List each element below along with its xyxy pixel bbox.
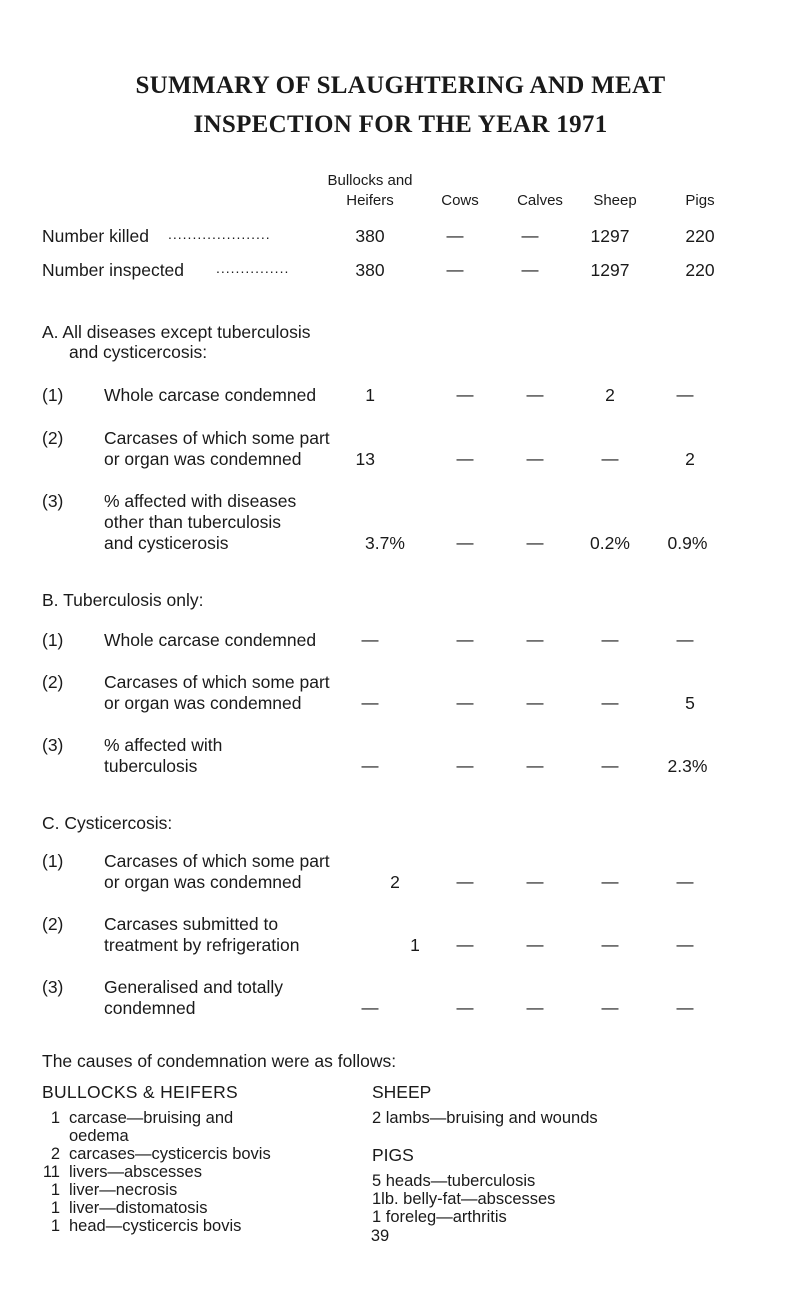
value-sheep: — — [601, 693, 619, 712]
cause-text: liver—distomatosis — [69, 1199, 208, 1217]
row-label-line2: condemned — [104, 998, 196, 1018]
cause-count: 1 — [50, 1217, 60, 1235]
value-pigs: 220 — [685, 260, 715, 280]
causes-intro: The causes of condemnation were as follows: — [42, 1051, 397, 1071]
cause-count: 2 — [50, 1145, 60, 1163]
cause-text: livers—abscesses — [69, 1163, 202, 1181]
value-bullocks: — — [361, 756, 379, 775]
bullocks-causes-heading: BULLOCKS & HEIFERS — [42, 1082, 239, 1102]
value-cows: — — [456, 693, 474, 712]
row-label-line1: % affected with — [104, 735, 223, 755]
value-bullocks: 1 — [365, 385, 375, 405]
cause-text: oedema — [69, 1127, 129, 1145]
value-sheep: — — [601, 756, 619, 775]
page-title-line2: INSPECTION FOR THE YEAR 1971 — [193, 111, 608, 138]
leader-dots: ..................... — [168, 226, 271, 242]
value-bullocks: 1 — [410, 935, 420, 955]
sheep-causes-heading: SHEEP — [372, 1082, 432, 1102]
cause-count: 11 — [42, 1163, 60, 1181]
value-cows: — — [456, 385, 474, 404]
pig-cause-item: 5 heads—tuberculosis — [372, 1172, 536, 1190]
pigs-causes-heading: PIGS — [372, 1145, 414, 1165]
value-cows: — — [456, 630, 474, 649]
value-cows: — — [456, 998, 474, 1017]
col-header-calves: Calves — [517, 192, 563, 209]
row-number: (2) — [42, 914, 64, 934]
pig-cause-item: 1 foreleg—arthritis — [372, 1208, 507, 1226]
value-bullocks: — — [361, 693, 379, 712]
row-number: (1) — [42, 385, 64, 405]
value-sheep: — — [601, 872, 619, 891]
row-label-line3: and cysticerosis — [104, 533, 229, 553]
page-number: 39 — [370, 1227, 390, 1245]
value-sheep: 2 — [605, 385, 615, 405]
value-sheep: — — [601, 935, 619, 954]
value-pigs: — — [676, 872, 694, 891]
value-bullocks: 13 — [355, 449, 375, 469]
value-pigs: 5 — [685, 693, 695, 713]
pigs-causes-list — [372, 1172, 555, 1226]
value-bullocks: 380 — [355, 226, 385, 246]
value-calves: — — [526, 935, 544, 954]
value-pigs: — — [676, 630, 694, 649]
cause-count: 1 — [50, 1181, 60, 1199]
row-number: (3) — [42, 735, 64, 755]
cause-text: carcases—cysticercis bovis — [69, 1145, 271, 1163]
row-number: (3) — [42, 977, 64, 997]
value-cows: — — [446, 226, 464, 245]
row-number: (2) — [42, 672, 64, 692]
value-calves: — — [521, 226, 539, 245]
pig-cause-item: 1lb. belly-fat—abscesses — [372, 1190, 556, 1208]
value-calves: — — [521, 260, 539, 279]
sheep-cause-item: 2 lambs—bruising and wounds — [372, 1109, 598, 1127]
value-calves: — — [526, 756, 544, 775]
value-calves: — — [526, 385, 544, 404]
col-header-pigs: Pigs — [685, 192, 715, 209]
value-bullocks: — — [361, 998, 379, 1017]
row-label: Whole carcase condemned — [104, 630, 317, 650]
section-a-heading-line2: and cysticercosis: — [69, 342, 208, 362]
value-calves: — — [526, 693, 544, 712]
value-pigs: — — [676, 998, 694, 1017]
row-label-line2: or organ was condemned — [104, 449, 302, 469]
value-bullocks: 380 — [355, 260, 385, 280]
section-c-heading: C. Cysticercosis: — [42, 813, 173, 833]
row-label: Number killed — [42, 226, 149, 246]
value-sheep: 0.2% — [590, 533, 630, 553]
value-bullocks: — — [361, 630, 379, 649]
row-label-line1: Carcases submitted to — [104, 914, 279, 934]
value-cows: — — [456, 533, 474, 552]
value-pigs: — — [676, 935, 694, 954]
leader-dots: ............... — [216, 260, 290, 276]
col-header-sheep: Sheep — [593, 192, 637, 209]
col-header-cows: Cows — [441, 192, 479, 209]
value-calves: — — [526, 872, 544, 891]
row-label-line2: or organ was condemned — [104, 872, 302, 892]
value-sheep: 1297 — [590, 226, 630, 246]
row-number: (3) — [42, 491, 64, 511]
row-number: (2) — [42, 428, 64, 448]
row-label-line1: Generalised and totally — [104, 977, 283, 997]
row-label-line1: Carcases of which some part — [104, 851, 330, 871]
value-sheep: 1297 — [590, 260, 630, 280]
value-sheep: — — [601, 449, 619, 468]
value-cows: — — [456, 872, 474, 891]
row-number: (1) — [42, 630, 64, 650]
value-pigs: 2 — [685, 449, 695, 469]
value-sheep: — — [601, 998, 619, 1017]
value-cows: — — [456, 449, 474, 468]
row-label-line2: or organ was condemned — [104, 693, 302, 713]
section-b-heading: B. Tuberculosis only: — [42, 590, 204, 610]
value-calves: — — [526, 533, 544, 552]
cause-count: 1 — [50, 1199, 60, 1217]
section-a-heading: A. All diseases except tuberculosis — [42, 322, 311, 342]
row-label-line1: Carcases of which some part — [104, 428, 330, 448]
value-cows: — — [456, 935, 474, 954]
value-pigs: 2.3% — [667, 756, 708, 776]
value-calves: — — [526, 630, 544, 649]
value-calves: — — [526, 449, 544, 468]
row-label-line2: tuberculosis — [104, 756, 198, 776]
col-header-bullocks-line2: Heifers — [346, 192, 394, 209]
row-label-line1: % affected with diseases — [104, 491, 297, 511]
cause-text: liver—necrosis — [69, 1181, 178, 1199]
value-calves: — — [526, 998, 544, 1017]
value-bullocks: 3.7% — [365, 533, 405, 553]
cause-text: head—cysticercis bovis — [69, 1217, 242, 1235]
row-number: (1) — [42, 851, 64, 871]
value-pigs: — — [676, 385, 694, 404]
row-label-line1: Carcases of which some part — [104, 672, 330, 692]
value-cows: — — [456, 756, 474, 775]
value-pigs: 0.9% — [667, 533, 708, 553]
row-label: Whole carcase condemned — [104, 385, 317, 405]
col-header-bullocks-line1: Bullocks and — [327, 172, 413, 189]
row-label-line2: other than tuberculosis — [104, 512, 282, 532]
cause-text: carcase—bruising and — [69, 1109, 234, 1127]
value-cows: — — [446, 260, 464, 279]
page-title-line1: SUMMARY OF SLAUGHTERING AND MEAT — [135, 72, 666, 99]
row-label-line2: treatment by refrigeration — [104, 935, 300, 955]
value-sheep: — — [601, 630, 619, 649]
cause-count: 1 — [50, 1109, 60, 1127]
value-pigs: 220 — [685, 226, 715, 246]
value-bullocks: 2 — [390, 872, 400, 892]
row-label: Number inspected — [42, 260, 185, 280]
